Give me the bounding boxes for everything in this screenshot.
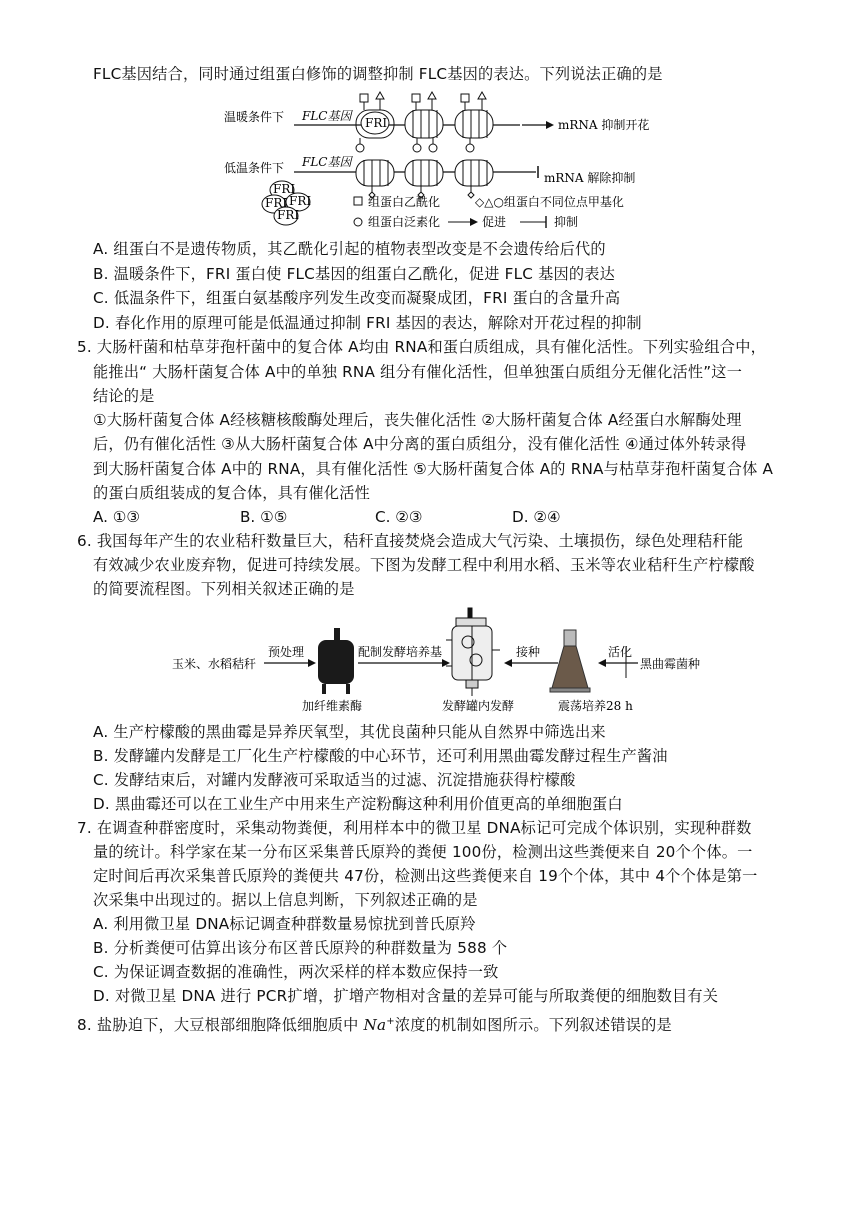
row2-nucleosomes xyxy=(356,160,493,198)
q5-choice-a: A. ①③ xyxy=(93,508,141,526)
svg-text:FRI: FRI xyxy=(289,194,312,208)
q5-choice-c: C. ②③ xyxy=(375,508,423,526)
row1-fri-label: FRI xyxy=(365,116,388,130)
q7-line-3: 定时间后再次采集普氏原羚的粪便共 47份，检测出这些粪便来自 19个个体，其中 4个个体是第一 xyxy=(93,867,758,885)
row2-gene-label: FLC基因 xyxy=(302,155,352,169)
legend-inhibit: 抑制 xyxy=(554,215,579,229)
q4-stem: FLC基因结合，同时通过组蛋白修饰的调整抑制 FLC基因的表达。下列说法正确的是 xyxy=(93,65,663,83)
q4-option-a: A. 组蛋白不是遗传物质，其乙酰化引起的植物表型改变是不会遗传给后代的 xyxy=(93,240,606,258)
q5-line-1: 5. 大肠杆菌和枯草芽孢杆菌中的复合体 A均由 RNA和蛋白质组成，具有催化活性。下列实验组合中， xyxy=(77,338,766,356)
q6-option-a: A. 生产柠檬酸的黑曲霉是异养厌氧型，其优良菌种只能从自然界中筛选出来 xyxy=(93,723,606,741)
svg-text:FRI: FRI xyxy=(265,196,288,210)
svg-text:FRI: FRI xyxy=(277,208,300,222)
q7-option-a: A. 利用微卫星 DNA标记调查种群数量易惊扰到普氏原羚 xyxy=(93,915,476,933)
row1-nucleosome-2 xyxy=(455,110,493,138)
q7-option-c: C. 为保证调查数据的准确性，两次采样的样本数应保持一致 xyxy=(93,963,499,981)
q7-option-b: B. 分析粪便可估算出该分布区普氏原羚的种群数量为 588 个 xyxy=(93,939,508,957)
tank1-icon xyxy=(318,628,354,694)
q8-stem xyxy=(77,1012,672,1035)
flow-strain: 黑曲霉菌种 xyxy=(640,657,701,671)
flow-step4: 活化 xyxy=(608,645,633,659)
q6-line-3: 的简要流程图。下列相关叙述正确的是 xyxy=(93,580,355,598)
row2-result: mRNA 解除抑制 xyxy=(544,171,636,185)
legend-methyl: ◇△○组蛋白不同位点甲基化 xyxy=(475,195,624,209)
fermenter-icon xyxy=(446,608,500,696)
q5-choice-b: B. ①⑤ xyxy=(240,508,288,526)
q5-line-3: 结论的是 xyxy=(93,387,155,405)
q7-option-d: D. 对微卫星 DNA 进行 PCR扩增，扩增产物相对含量的差异可能与所取粪便的细胞数目有关 xyxy=(93,987,719,1005)
row1-condition: 温暖条件下 xyxy=(224,110,285,124)
q4-option-b: B. 温暖条件下，FRI 蛋白使 FLC基因的组蛋白乙酰化，促进 FLC 基因的表达 xyxy=(93,265,616,283)
q5-line-6: 到大肠杆菌复合体 A中的 RNA，具有催化活性 ⑤大肠杆菌复合体 A的 RNA与枯草芽孢杆菌复合体 A xyxy=(93,460,774,478)
q6-option-d: D. 黑曲霉还可以在工业生产中用来生产淀粉酶这种利用价值更高的单细胞蛋白 xyxy=(93,795,623,813)
row1-gene-label: FLC基因 xyxy=(302,109,352,123)
q7-line-2: 量的统计。科学家在某一分布区采集普氏原羚的粪便 100份，检测出这些粪便来自 20个个体。一 xyxy=(93,843,753,861)
flow-step3: 接种 xyxy=(516,645,541,659)
q8-suffix: 浓度的机制如图所示。下列叙述错误的是 xyxy=(394,1016,672,1035)
svg-text:FRI: FRI xyxy=(273,182,296,196)
flask-label: 震荡培养28 h xyxy=(558,699,633,713)
q6-figure xyxy=(168,600,708,716)
q5-choice-d: D. ②④ xyxy=(512,508,561,526)
tank1-label: 加纤维素酶 xyxy=(302,699,363,713)
row1-result: mRNA 抑制开花 xyxy=(558,118,650,132)
q4-option-d: D. 春化作用的原理可能是低温通过抑制 FRI 基因的表达，解除对开花过程的抑制 xyxy=(93,314,642,332)
q5-line-2: 能推出“ 大肠杆菌复合体 A中的单独 RNA 组分有催化活性，但单独蛋白质组分无催化活性”这一 xyxy=(93,363,743,381)
q4-option-c: C. 低温条件下，组蛋白氨基酸序列发生改变而凝聚成团，FRI 蛋白的含量升高 xyxy=(93,289,621,307)
q8-prefix: 8. 盐胁迫下，大豆根部细胞降低细胞质中 xyxy=(77,1016,364,1035)
q6-option-b: B. 发酵罐内发酵是工厂化生产柠檬酸的中心环节，还可利用黑曲霉发酵过程生产酱油 xyxy=(93,747,668,765)
q8-ion-sup: + xyxy=(386,1016,395,1027)
flow-step2: 配制发酵培养基 xyxy=(358,645,443,659)
legend-acetyl-icon xyxy=(354,197,362,205)
q7-line-4: 次采集中出现过的。据以上信息判断，下列叙述正确的是 xyxy=(93,891,478,909)
q7-line-1: 7. 在调查种群密度时，采集动物粪便，利用样本中的微卫星 DNA标记可完成个体识别，实现种群数 xyxy=(77,819,752,837)
legend-ubiq-icon xyxy=(354,218,362,226)
q6-line-2: 有效减少农业废弃物，促进可持续发展。下图为发酵工程中利用水稻、玉米等农业秸秆生产柠檬酸 xyxy=(93,556,755,574)
legend-promote: 促进 xyxy=(482,215,507,229)
flow-raw: 玉米、水稻秸秆 xyxy=(172,657,257,671)
legend-acetyl: 组蛋白乙酰化 xyxy=(368,195,441,209)
q5-line-7: 的蛋白质组装成的复合体，具有催化活性 xyxy=(93,484,370,502)
legend-ubiq: 组蛋白泛素化 xyxy=(368,215,441,229)
q6-line-1: 6. 我国每年产生的农业秸秆数量巨大，秸秆直接焚烧会造成大气污染、土壤损伤，绿色处理秸秆能 xyxy=(77,532,744,550)
flask-icon xyxy=(550,630,590,692)
tank2-label: 发酵罐内发酵 xyxy=(442,699,515,713)
q5-line-4: ①大肠杆菌复合体 A经核糖核酸酶处理后，丧失催化活性 ②大肠杆菌复合体 A经蛋白水解酶处理 xyxy=(93,411,742,429)
q8-ion: Na xyxy=(363,1016,387,1035)
row1-nucleosome-1 xyxy=(405,110,443,138)
row2-condition: 低温条件下 xyxy=(224,161,285,175)
q6-option-c: C. 发酵结束后，对罐内发酵液可采取适当的过滤、沉淀措施获得柠檬酸 xyxy=(93,771,576,789)
q4-figure xyxy=(220,86,670,232)
flow-step1: 预处理 xyxy=(268,645,305,659)
q5-line-5: 后，仍有催化活性 ③从大肠杆菌复合体 A中分离的蛋白质组分，没有催化活性 ④通过体外转录得 xyxy=(93,435,747,453)
